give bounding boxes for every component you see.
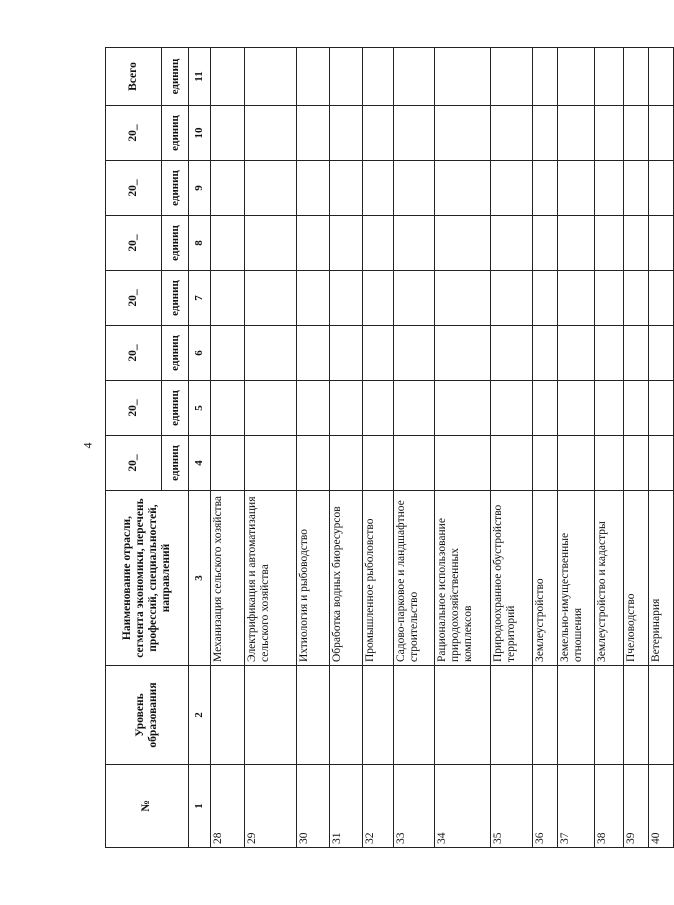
value-cell (649, 216, 674, 271)
value-cell (491, 381, 533, 436)
value-cell (211, 381, 245, 436)
column-number: 9 (189, 161, 211, 216)
level-cell (624, 666, 649, 765)
value-cell (491, 48, 533, 106)
level-cell (394, 666, 435, 765)
row-number: 33 (394, 765, 435, 848)
table-row (595, 48, 624, 848)
value-cell (558, 48, 595, 106)
value-cell (491, 271, 533, 326)
value-cell (595, 326, 624, 381)
value-cell (245, 48, 297, 106)
value-cell (330, 436, 363, 491)
table-row (297, 48, 330, 848)
value-cell (330, 381, 363, 436)
rotated-table-container (105, 48, 662, 848)
header-year: 20_ (106, 326, 162, 381)
value-cell (558, 271, 595, 326)
value-cell (533, 436, 558, 491)
value-cell (624, 161, 649, 216)
header-year: 20_ (106, 436, 162, 491)
value-cell (245, 271, 297, 326)
value-cell (394, 271, 435, 326)
value-cell (363, 271, 394, 326)
value-cell (649, 326, 674, 381)
level-cell (595, 666, 624, 765)
value-cell (363, 216, 394, 271)
table-row (211, 48, 245, 848)
value-cell (363, 436, 394, 491)
value-cell (533, 381, 558, 436)
value-cell (435, 436, 491, 491)
value-cell (330, 48, 363, 106)
value-cell (435, 326, 491, 381)
row-number: 29 (245, 765, 297, 848)
value-cell (558, 216, 595, 271)
level-cell (363, 666, 394, 765)
specialty-name: Землеустройство (533, 491, 558, 666)
level-cell (330, 666, 363, 765)
value-cell (435, 271, 491, 326)
value-cell (624, 106, 649, 161)
value-cell (211, 216, 245, 271)
specialties-table (105, 47, 674, 848)
level-cell (435, 666, 491, 765)
row-number: 39 (624, 765, 649, 848)
value-cell (595, 381, 624, 436)
value-cell (491, 436, 533, 491)
value-cell (363, 106, 394, 161)
table-row (491, 48, 533, 848)
value-cell (649, 106, 674, 161)
value-cell (533, 161, 558, 216)
specialty-name: Природоохранное обустройство территорий (491, 491, 533, 666)
specialty-name: Механизация сельского хозяйства (211, 491, 245, 666)
value-cell (245, 436, 297, 491)
value-cell (297, 436, 330, 491)
table-row (330, 48, 363, 848)
value-cell (245, 161, 297, 216)
value-cell (624, 48, 649, 106)
header-year: 20_ (106, 161, 162, 216)
table-row (245, 48, 297, 848)
header-year: 20_ (106, 106, 162, 161)
value-cell (649, 436, 674, 491)
column-number: 3 (189, 491, 211, 666)
level-cell (245, 666, 297, 765)
specialty-name: Электрификация и автоматизация сельского хозяйства (245, 491, 297, 666)
value-cell (363, 326, 394, 381)
page-number: 4 (80, 442, 95, 449)
row-number: 37 (558, 765, 595, 848)
level-cell (558, 666, 595, 765)
level-cell (491, 666, 533, 765)
header-no: № (106, 765, 189, 848)
table-row (435, 48, 491, 848)
row-number: 32 (363, 765, 394, 848)
value-cell (394, 436, 435, 491)
value-cell (491, 161, 533, 216)
value-cell (491, 216, 533, 271)
value-cell (624, 381, 649, 436)
value-cell (491, 106, 533, 161)
value-cell (595, 271, 624, 326)
value-cell (624, 271, 649, 326)
value-cell (649, 271, 674, 326)
value-cell (533, 48, 558, 106)
specialty-name: Рациональное использование природохозяйственных комплексов (435, 491, 491, 666)
value-cell (595, 106, 624, 161)
column-number: 5 (189, 381, 211, 436)
table-row (624, 48, 649, 848)
value-cell (394, 381, 435, 436)
value-cell (297, 106, 330, 161)
column-number-row (189, 48, 211, 848)
column-number: 7 (189, 271, 211, 326)
value-cell (211, 326, 245, 381)
value-cell (595, 161, 624, 216)
value-cell (649, 161, 674, 216)
table-row (394, 48, 435, 848)
value-cell (297, 271, 330, 326)
value-cell (649, 381, 674, 436)
value-cell (558, 436, 595, 491)
value-cell (595, 436, 624, 491)
header-row (106, 48, 162, 848)
specialty-name: Ихтиология и рыбоводство (297, 491, 330, 666)
value-cell (558, 106, 595, 161)
value-cell (245, 326, 297, 381)
level-cell (533, 666, 558, 765)
table-row (363, 48, 394, 848)
specialty-name: Садово-парковое и ландшафтное строительство (394, 491, 435, 666)
value-cell (533, 271, 558, 326)
value-cell (297, 381, 330, 436)
value-cell (558, 161, 595, 216)
value-cell (297, 161, 330, 216)
table-row (649, 48, 674, 848)
header-unit: единиц (162, 326, 189, 381)
value-cell (363, 48, 394, 106)
header-name: Наименование отрасли, сегмента экономики, перечень профессий, специальностей, направлений (106, 491, 189, 666)
value-cell (394, 48, 435, 106)
value-cell (558, 326, 595, 381)
header-level: Уровень образования (106, 666, 189, 765)
row-number: 40 (649, 765, 674, 848)
value-cell (624, 326, 649, 381)
column-number: 1 (189, 765, 211, 848)
header-year: 20_ (106, 381, 162, 436)
row-number: 35 (491, 765, 533, 848)
header-total: Всего (106, 48, 162, 106)
header-unit: единиц (162, 271, 189, 326)
value-cell (363, 161, 394, 216)
table-row (558, 48, 595, 848)
value-cell (533, 106, 558, 161)
level-cell (649, 666, 674, 765)
value-cell (394, 326, 435, 381)
column-number: 10 (189, 106, 211, 161)
column-number: 2 (189, 666, 211, 765)
specialty-name: Обработка водных биоресурсов (330, 491, 363, 666)
value-cell (211, 436, 245, 491)
value-cell (435, 161, 491, 216)
specialty-name: Землеустройство и кадастры (595, 491, 624, 666)
header-unit: единиц (162, 216, 189, 271)
header-unit: единиц (162, 48, 189, 106)
value-cell (297, 326, 330, 381)
table-row (533, 48, 558, 848)
value-cell (394, 106, 435, 161)
level-cell (211, 666, 245, 765)
column-number: 8 (189, 216, 211, 271)
value-cell (245, 106, 297, 161)
specialty-name: Ветеринария (649, 491, 674, 666)
value-cell (211, 106, 245, 161)
value-cell (491, 326, 533, 381)
value-cell (435, 106, 491, 161)
value-cell (330, 216, 363, 271)
value-cell (245, 216, 297, 271)
value-cell (595, 216, 624, 271)
specialty-name: Промышленное рыболовство (363, 491, 394, 666)
value-cell (595, 48, 624, 106)
value-cell (624, 436, 649, 491)
value-cell (435, 216, 491, 271)
specialty-name: Земельно-имущественные отношения (558, 491, 595, 666)
specialty-name: Пчеловодство (624, 491, 649, 666)
value-cell (297, 216, 330, 271)
value-cell (394, 216, 435, 271)
value-cell (533, 216, 558, 271)
value-cell (245, 381, 297, 436)
column-number: 11 (189, 48, 211, 106)
value-cell (330, 326, 363, 381)
value-cell (363, 381, 394, 436)
value-cell (624, 216, 649, 271)
value-cell (533, 326, 558, 381)
header-unit: единиц (162, 106, 189, 161)
value-cell (330, 271, 363, 326)
table-body (189, 48, 674, 848)
header-unit: единиц (162, 381, 189, 436)
row-number: 31 (330, 765, 363, 848)
header-year: 20_ (106, 271, 162, 326)
value-cell (435, 48, 491, 106)
header-unit: единиц (162, 436, 189, 491)
row-number: 38 (595, 765, 624, 848)
value-cell (211, 48, 245, 106)
value-cell (297, 48, 330, 106)
value-cell (211, 161, 245, 216)
value-cell (558, 381, 595, 436)
value-cell (211, 271, 245, 326)
level-cell (297, 666, 330, 765)
value-cell (649, 48, 674, 106)
row-number: 28 (211, 765, 245, 848)
column-number: 4 (189, 436, 211, 491)
row-number: 36 (533, 765, 558, 848)
value-cell (394, 161, 435, 216)
value-cell (330, 106, 363, 161)
header-unit: единиц (162, 161, 189, 216)
row-number: 30 (297, 765, 330, 848)
column-number: 6 (189, 326, 211, 381)
header-year: 20_ (106, 216, 162, 271)
row-number: 34 (435, 765, 491, 848)
value-cell (330, 161, 363, 216)
value-cell (435, 381, 491, 436)
